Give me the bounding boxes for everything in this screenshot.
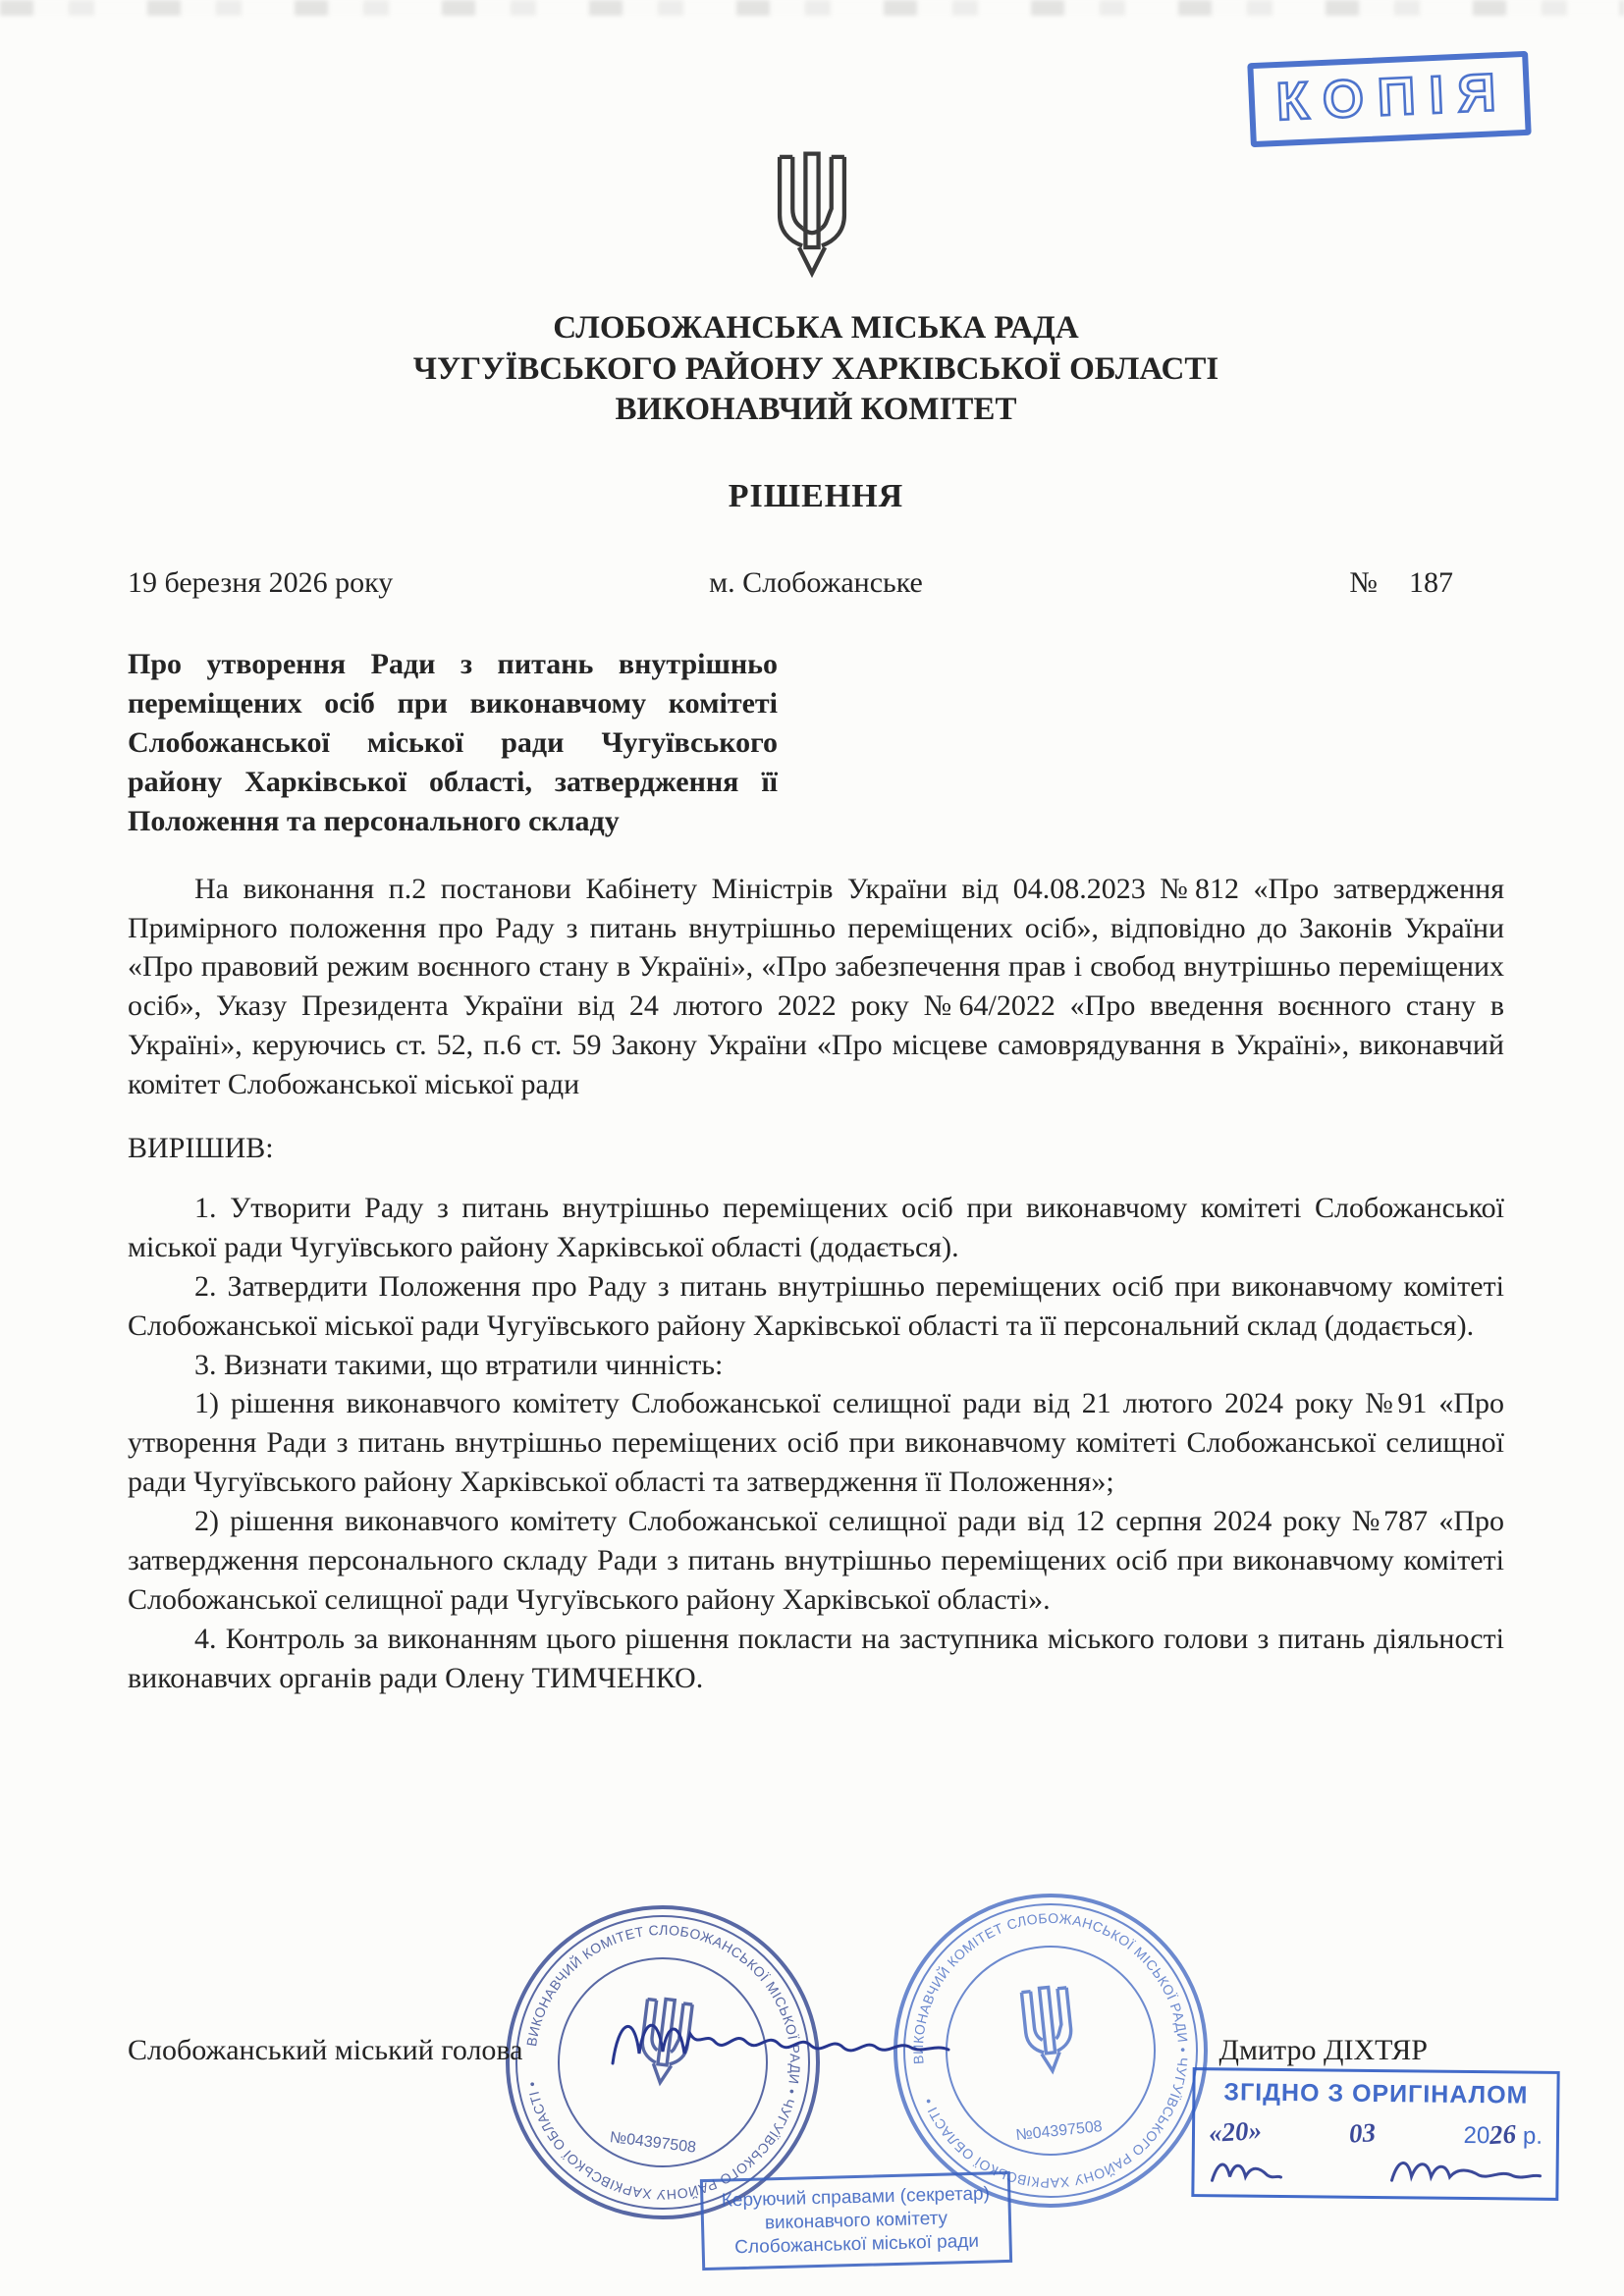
certified-date-row — [1203, 2116, 1548, 2151]
subject-paragraph: Про утворення Ради з питань внутрішньо переміщених осіб при виконавчому комітеті Слобожанської міської ради Чугуївського району Харківської області, затвердження її Положення та персонального складу — [128, 647, 778, 838]
certified-year-suffix: р. — [1522, 2122, 1543, 2150]
org-header — [128, 308, 1504, 431]
decision-item-1: 1. Утворити Раду з питань внутрішньо переміщених осіб при виконавчому комітеті Слобожанської міської ради Чугуївського району Харківської області (додається). — [128, 1192, 1504, 1263]
decision-item-3: 3. Визнати такими, що втратили чинність: — [194, 1348, 724, 1381]
document-date: 19 березня 2026 року — [128, 565, 394, 599]
document-place: м. Слобожанське — [709, 565, 923, 599]
number-value: 187 — [1409, 565, 1453, 599]
preamble-paragraph: На виконання п.2 постанови Кабінету Міністрів України від 04.08.2023 №812 «Про затвердження Примірного положення про Раду з питань внутрішньо переміщених осіб», відповідно до Законів України «Про правовий режим воєнного стану в Україні», «Про забезпечення прав і свобод внутрішньо переміщених осіб», Указу Президента України від 24 лютого 2022 року №64/2022 «Про введення воєнного стану в Україні», керуючись ст. 52, п.6 ст. 59 Закону України «Про місцеве самоврядування в Україні», виконавчий комітет Слобожанської міської ради — [128, 872, 1504, 1101]
certified-signature-left — [1206, 2153, 1284, 2189]
certified-day: «20» — [1208, 2114, 1263, 2149]
signatory-title: Слобожанський міський голова — [128, 2034, 523, 2066]
seal-ring-text: ВИКОНАВЧИЙ КОМІТЕТ СЛОБОЖАНСЬКОЇ МІСЬКОЇ РАДИ • ЧУГУЇВСЬКОГО РАЙОНУ ХАРКІВСЬКОЇ ОБЛАСТІ • — [909, 1909, 1192, 2192]
certified-year: 26 — [1489, 2118, 1518, 2151]
copy-stamp: КОПІЯ — [1247, 51, 1531, 147]
certified-title: ЗГІДНО З ОРИГІНАЛОМ — [1223, 2078, 1529, 2109]
decision-item-2: 2. Затвердити Положення про Раду з питань внутрішньо переміщених осіб при виконавчому комітеті Слобожанської міської ради Чугуївського району Харківської області та її персональний склад (додається). — [128, 1269, 1504, 1342]
seal-code: №04397508 — [1014, 2117, 1104, 2145]
decision-item-4: 4. Контроль за виконанням цього рішення покласти на заступника міського голови з питань діяльності виконавчих органів ради Олену ТИМЧЕНКО. — [128, 1622, 1504, 1694]
document-body — [0, 308, 1624, 1698]
certified-copy-stamp — [1191, 2067, 1559, 2201]
certified-year-row — [1463, 2119, 1543, 2151]
manager-stamp: Керуючий справами (секретар) виконавчого комітету Слобожанської міської ради — [700, 2171, 1012, 2270]
certified-signatures — [1202, 2149, 1547, 2192]
mayor-signature-handwriting — [607, 2004, 960, 2088]
org-name-line3: ВИКОНАВЧИЙ КОМІТЕТ — [615, 392, 1017, 428]
org-name-line1: СЛОБОЖАНСЬКА МІСЬКА РАДА — [553, 310, 1079, 346]
certified-year-prefix: 20 — [1463, 2121, 1490, 2150]
certified-signature-right — [1386, 2151, 1543, 2192]
decision-item-3-2: 2) рішення виконавчого комітету Слобожанської селищної ради від 12 серпня 2024 року №787 «Про затвердження персонального складу Ради з питань внутрішньо переміщених осіб при виконавчому комітеті Слобожанської селищної ради Чугуївського району Харківської області». — [128, 1505, 1504, 1616]
scan-artifact — [0, 0, 1624, 16]
number-label: № — [1349, 565, 1378, 599]
trident-icon — [757, 147, 867, 302]
signatory-name: Дмитро ДІХТЯР — [1218, 2034, 1428, 2066]
seal-code: №04397508 — [609, 2129, 697, 2157]
trident-emblem — [757, 147, 867, 302]
document-number — [1349, 566, 1504, 600]
seal-ring-text: ВИКОНАВЧИЙ КОМІТЕТ СЛОБОЖАНСЬКОЇ МІСЬКОЇ РАДИ • ЧУГУЇВСЬКОГО РАЙОНУ ХАРКІВСЬКОЇ ОБЛАСТІ • — [523, 1921, 804, 2204]
resolved-label: ВИРІШИВ: — [128, 1132, 274, 1165]
decision-item-3-1: 1) рішення виконавчого комітету Слобожанської селищної ради від 21 лютого 2024 року №91 «Про утворення Ради з питань внутрішньо переміщених осіб при виконавчому комітеті Слобожанської селищної ради Чугуївського району Харківської області та затвердження її Положення»; — [128, 1387, 1504, 1499]
meta-row — [128, 566, 1504, 600]
certified-month: 03 — [1348, 2117, 1378, 2149]
org-name-line2: ЧУГУЇВСЬКОГО РАЙОНУ ХАРКІВСЬКОЇ ОБЛАСТІ — [412, 350, 1219, 387]
document-type-title: РІШЕННЯ — [728, 477, 904, 514]
